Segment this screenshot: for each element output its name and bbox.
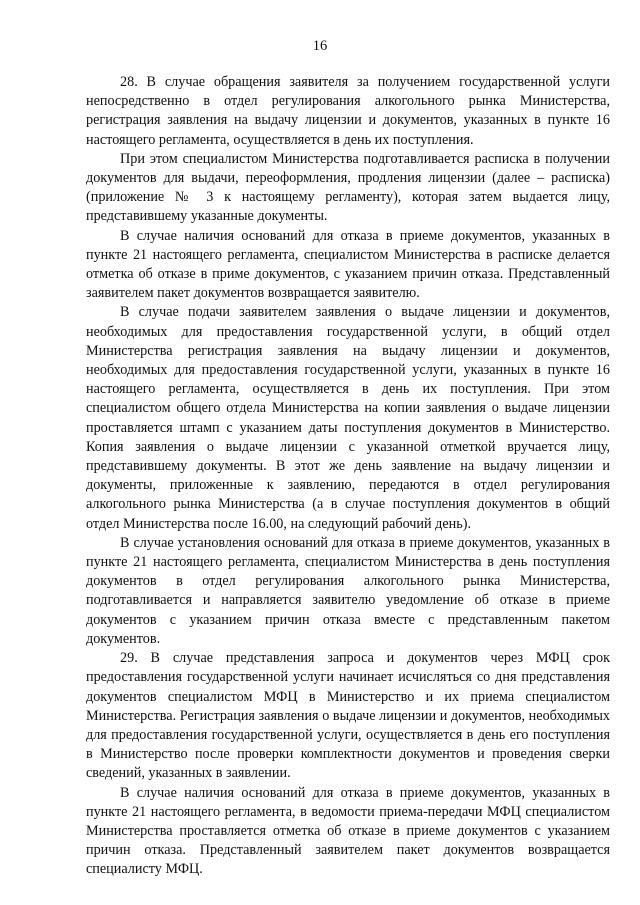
paragraph-refusal-mark: В случае наличия оснований для отказа в приеме документов, указанных в пункте 21 настоящего регламента, специалистом Министерства в расписке делается отметка об отказе в приме документов, с указанием причин отказа. Представленный заявителем пакет документов возвращается заявителю. [86, 227, 610, 302]
page-number: 16 [312, 38, 328, 54]
paragraph-28: 28. В случае обращения заявителя за получением государственной услуги непосредственно в отдел регулирования алкогольного рынка Министерства, регистрация заявления на выдачу лицензии и документов, указанных в пункте 16 настоящего регламента, осуществляется в день их поступления. [86, 74, 610, 148]
paragraph-29: 29. В случае представления запроса и документов через МФЦ срок предоставления государственной услуги начинает исчисляться со дня представления документов специалистом МФЦ в Министерство и их приема специалистом Министерства. Регистрация заявления о выдаче лицензии и документов, необходимых для предоставления государственной услуги, осуществляется в день его поступления в Министерство после проверки комплектности документов и проведения сверки сведений, указанных в заявлении. [86, 650, 610, 782]
paragraph-mfc-refusal: В случае наличия оснований для отказа в приеме документов, указанных в пункте 21 настоящего регламента, в ведомости приема-передачи МФЦ специалистом Министерства проставляется отметка об отказе в приеме документов с указанием причин отказа. Представленный заявителем пакет документов возвращается специалисту МФЦ. [86, 784, 610, 878]
paragraph-refusal-notice: В случае установления оснований для отказа в приеме документов, указанных в пункте 21 настоящего регламента, специалистом Министерства в день поступления документов в отдел регулирования алкогольного рынка Министерства, подготавливается и направляется заявителю уведомление об отказе в приеме документов с указанием причин отказа вместе с представленным пакетом документов. [86, 534, 610, 647]
paragraph-receipt: При этом специалистом Министерства подготавливается расписка в получении документов для выдачи, переоформления, продления лицензии (далее – расписка) (приложение № 3 к настоящему регламенту), которая затем выдается лицу, представившему указанные документы. [86, 150, 610, 225]
paragraph-general-department: В случае подачи заявителем заявления о выдаче лицензии и документов, необходимых для предоставления государственной услуги, в общий отдел Министерства регистрация заявления на выдачу лицензии и документов, необходимых для предоставления государственной услуги, указанных в пункте 16 настоящего регламента, осуществляется в день их поступления. При этом специалистом общего отдела Министерства на копии заявления о выдаче лицензии проставляется штамп с указанием даты поступления документов в Министерство. Копия заявления о выдаче лицензии с указанной отметкой вручается лицу, представившему документы. В этот же день заявление на выдачу лицензии и документы, приложенные к заявлению, передаются в отдел регулирования алкогольного рынка Министерства (а в случае поступления документов в общий отдел Министерства после 16.00, на следующий рабочий день). [86, 304, 610, 532]
document-body [86, 73, 610, 880]
